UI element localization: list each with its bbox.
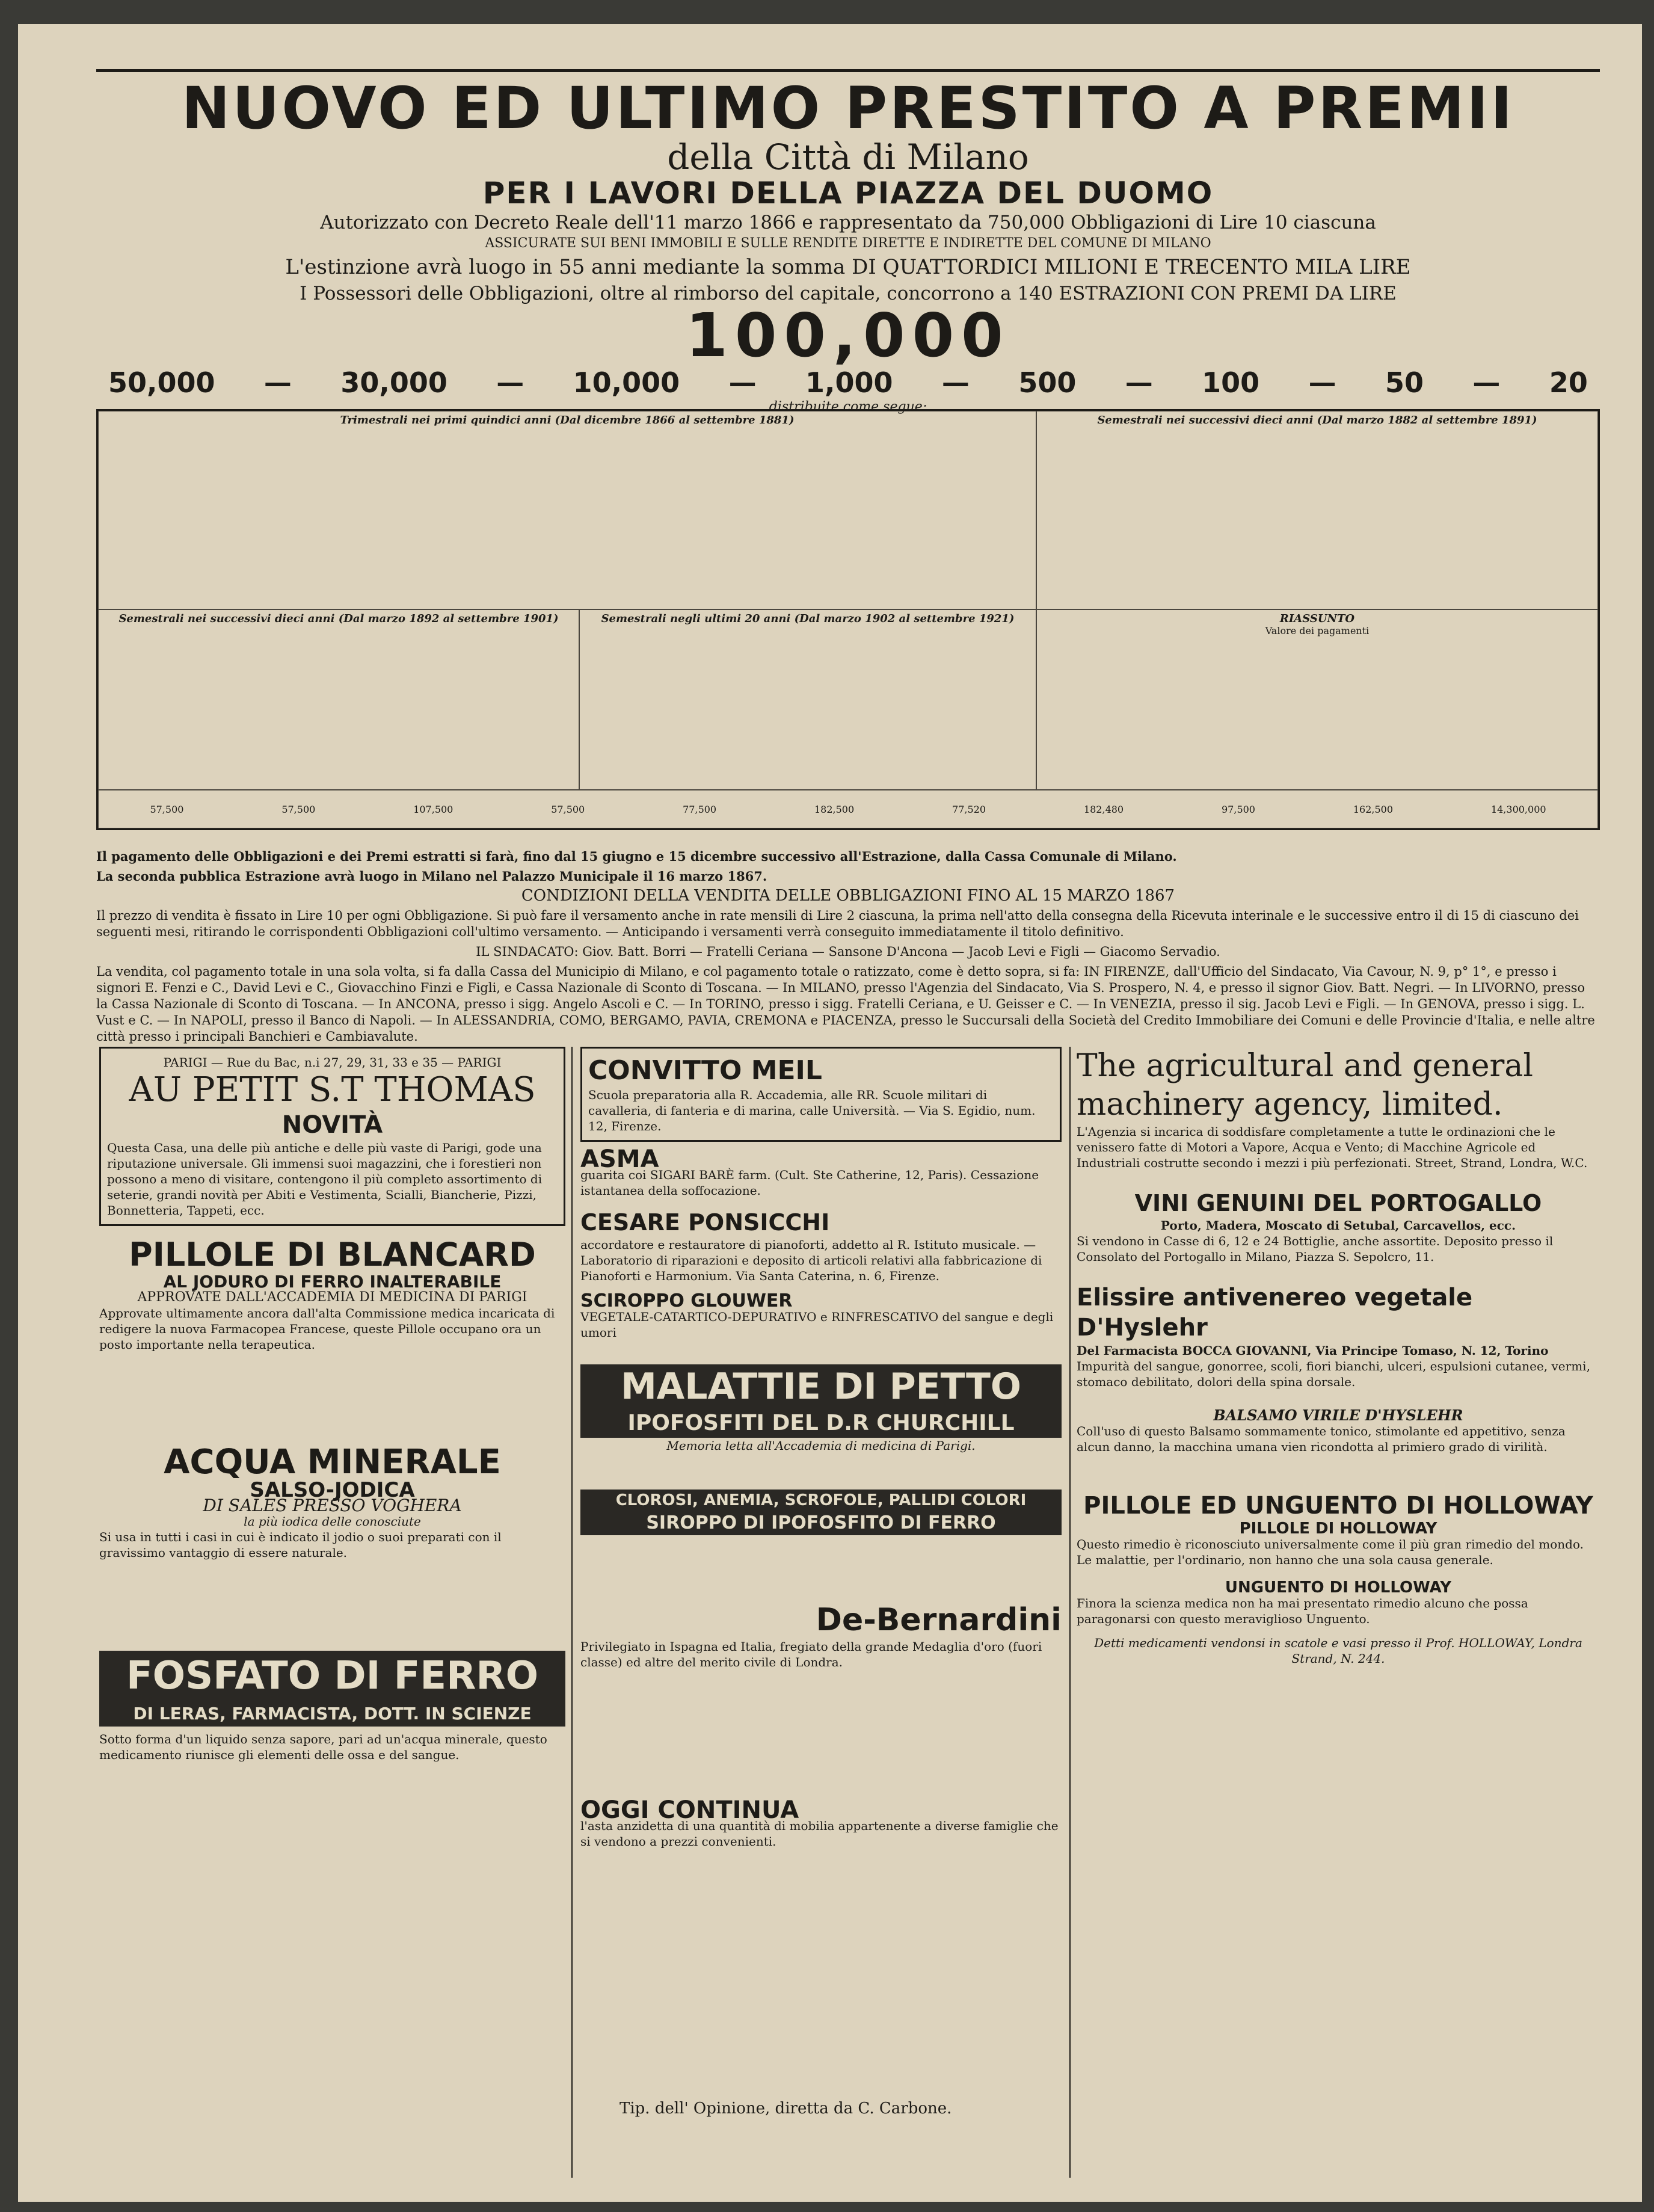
prize-separator: — bbox=[941, 366, 970, 399]
total-cell: 57,500 bbox=[150, 803, 184, 815]
prize-value: 50,000 bbox=[108, 366, 215, 399]
advert-column-right bbox=[1077, 1047, 1600, 2190]
loan-advertisement-header bbox=[96, 69, 1600, 414]
loan-guarantee: ASSICURATE SUI BENI IMMOBILI E SULLE RENDITE DIRETTE E INDIRETTE DEL COMUNE DI MILANO bbox=[485, 236, 1211, 251]
ponsicchi-ad-title: CESARE PONSICCHI bbox=[580, 1209, 830, 1236]
loan-purpose: PER I LAVORI DELLA PIAZZA DEL DUOMO bbox=[482, 176, 1214, 211]
machinery-agency-title: The agricultural and general machinery agency, limited. bbox=[1077, 1048, 1534, 1123]
summary-subheading: Valore dei pagamenti bbox=[1265, 625, 1370, 636]
fosfato-di-ferro-subtitle: DI LERAS, FARMACISTA, DOTT. IN SCIENZE bbox=[99, 1701, 565, 1727]
convitto-meil-body: Scuola preparatoria alla R. Accademia, alle RR. Scuole militari di cavalleria, di fanteria e di marina, calle Università. — Via S. Egidio, num. 12, Firenze. bbox=[588, 1088, 1036, 1133]
prize-value: 10,000 bbox=[573, 366, 680, 399]
elissire-body: Impurità del sangue, gonorree, scoli, fiori bianchi, ulceri, espulsioni cutanee, vermi, stomaco debilitato, dolori della spina dorsale. bbox=[1077, 1359, 1590, 1389]
loan-conditions bbox=[96, 848, 1600, 1049]
acqua-minerale-subtitle: SALSO-JODICA bbox=[250, 1478, 415, 1502]
conditions-title: CONDIZIONI DELLA VENDITA DELLE OBBLIGAZIONI FINO AL 15 MARZO 1867 bbox=[521, 887, 1175, 905]
total-cell: 182,500 bbox=[814, 803, 855, 815]
total-cell: 14,300,000 bbox=[1490, 803, 1546, 815]
prize-value: 1,000 bbox=[805, 366, 893, 399]
acqua-minerale-place: DI SALES PRESSO VOGHERA bbox=[203, 1496, 462, 1515]
holloway-ointment-body: Finora la scienza medica non ha mai presentato rimedio alcuno che possa paragonarsi con questo meraviglioso Unguento. bbox=[1077, 1596, 1528, 1626]
acqua-minerale-title: ACQUA MINERALE bbox=[164, 1443, 501, 1482]
holloway-footnote: Detti medicamenti vendonsi in scatole e vasi presso il Prof. HOLLOWAY, Londra Strand, N. 244. bbox=[1094, 1636, 1582, 1666]
blancard-ad-approval: APPROVATE DALL'ACCADEMIA DI MEDICINA DI PARIGI bbox=[137, 1290, 527, 1305]
prize-separator: — bbox=[1125, 366, 1153, 399]
loan-extinction: L'estinzione avrà luogo in 55 anni mediante la somma DI QUATTORDICI MILIONI E TRECENTO MILA LIRE bbox=[285, 255, 1411, 279]
blancard-ad-title: PILLOLE DI BLANCARD bbox=[129, 1236, 536, 1274]
holloway-pills-body: Questo rimedio è riconosciuto universalmente come il più gran rimedio del mondo. Le malattie, per l'ordinario, non hanno che una sola causa generale. bbox=[1077, 1537, 1584, 1567]
fosfato-di-ferro-body: Sotto forma d'un liquido senza sapore, pari ad un'acqua minerale, questo medicamento riunisce gli elementi delle ossa e del sangue. bbox=[99, 1732, 547, 1762]
loan-authorization: Autorizzato con Decreto Reale dell'11 marzo 1866 e rappresentato da 750,000 Obbligazioni di Lire 10 ciascuna bbox=[320, 212, 1376, 233]
printer-credit: Tip. dell' Opinione, diretta da C. Carbone. bbox=[619, 2100, 952, 2118]
prize-value: 20 bbox=[1549, 366, 1588, 399]
de-bernardini-title: De-Bernardini bbox=[816, 1602, 1062, 1638]
schedule-summary bbox=[1036, 609, 1598, 790]
prize-separator: — bbox=[728, 366, 757, 399]
ad-address: PARIGI — Rue du Bac, n.i 27, 29, 31, 33 e 35 — PARIGI bbox=[163, 1055, 502, 1070]
clorosi-ad-subtitle: SIROPPO DI IPOFOSFITO DI FERRO bbox=[580, 1511, 1062, 1535]
draw-schedule-table bbox=[96, 409, 1600, 830]
period-3-heading: Semestrali nei successivi dieci anni (Dal marzo 1892 al settembre 1901) bbox=[118, 612, 559, 625]
acqua-minerale-body: Si usa in tutti i casi in cui è indicato il jodio o suoi preparati con il gravissimo vantaggio di essere naturale. bbox=[99, 1530, 502, 1560]
total-cell: 107,500 bbox=[413, 803, 453, 815]
prize-list bbox=[96, 366, 1600, 399]
schedule-period-4 bbox=[579, 609, 1036, 790]
blancard-ad-body: Approvate ultimamente ancora dall'alta Commissione medica incaricata di redigere la nuova Farmacopea Francese, queste Pillole occupano ora un posto importante nella terapeutica. bbox=[99, 1306, 555, 1352]
acqua-minerale-tagline: la più iodica delle conosciute bbox=[244, 1514, 421, 1529]
elissire-title: Elissire antivenereo vegetale D'Hyslehr bbox=[1077, 1284, 1473, 1342]
ad-body: Questa Casa, una delle più antiche e delle più vaste di Parigi, gode una riputazione universale. Gli immensi suoi magazzini, che i forestieri non possono a meno di visitare, contengono il più completo assortimento di seterie, grandi novità per Abiti e Vestimenta, Scialli, Biancherie, Pizzi, Bonnetteria, Tappeti, ecc. bbox=[107, 1141, 543, 1218]
clorosi-ad-title: CLOROSI, ANEMIA, SCROFOLE, PALLIDI COLORI bbox=[580, 1490, 1062, 1511]
elissire-subtitle: Del Farmacista BOCCA GIOVANNI, Via Principe Tomaso, N. 12, Torino bbox=[1077, 1343, 1549, 1358]
total-cell: 182,480 bbox=[1083, 803, 1124, 815]
ad-title: AU PETIT S.T THOMAS bbox=[129, 1070, 536, 1109]
au-petit-st-thomas-ad bbox=[99, 1047, 565, 1226]
newspaper-page bbox=[18, 24, 1642, 2202]
malattie-di-petto-subtitle: IPOFOSFITI DEL D.R CHURCHILL bbox=[580, 1409, 1062, 1438]
balsamo-title: BALSAMO VIRILE D'HYSLEHR bbox=[1213, 1406, 1463, 1424]
sale-paragraph: La vendita, col pagamento totale in una sola volta, si fa dalla Cassa del Municipio di Milano, e col pagamento totale o ratizzato, come è detto sopra, si fa: IN FIRENZE, dall'Ufficio del Sindacato, Via Cavour, N. 9, p° 1°, e presso i signori E. Fenzi e C., David Levi e C., Giovacchino Finzi e Figli, e Cassa Nazionale di Sconto di Toscana. — In MILANO, presso l'Agenzia del Sindacato, Via S. Prospero, N. 4, e presso il signor Giov. Batt. Negri. — In LIVORNO, presso la Cassa Nazionale di Sconto di Toscana. — In ANCONA, presso i sigg. Angelo Ascoli e C. — In TORINO, presso i sigg. Fratelli Ceriana, e U. Geisser e C. — In VENEZIA, presso il sig. Jacob Levi e Figli. — In GENOVA, presso i sigg. L. Vust e C. — In NAPOLI, presso il Banco di Napoli. — In ALESSANDRIA, COMO, BERGAMO, PAVIA, CREMONA e PIACENZA, presso le Succursali della Società del Credito Immobiliare dei Comuni e delle Provincie d'Italia, e nelle altre città presso i principali Banchieri e Cambiavalute. bbox=[96, 964, 1595, 1044]
blancard-ad-subtitle: AL JODURO DI FERRO INALTERABILE bbox=[163, 1272, 502, 1292]
syndicate-line: IL SINDACATO: Giov. Batt. Borri — Fratelli Ceriana — Sansone D'Ancona — Jacob Levi e Figli — Giacomo Servadio. bbox=[476, 944, 1220, 959]
distribution-note: distribuite come segue: bbox=[769, 399, 927, 414]
schedule-period-2 bbox=[1036, 411, 1598, 609]
price-paragraph: Il prezzo di vendita è fissato in Lire 10 per ogni Obbligazione. Si può fare il versamento anche in rate mensili di Lire 2 ciascuna, la prima nell'atto della consegna della Ricevuta interinale e le successive entro il di 15 di ciascuno dei seguenti mesi, ritirando le corrispondenti Obbligazioni coll'ultimo versamento. — Anticipando i versamenti verrà conseguito immediatamente il titolo definitivo. bbox=[96, 908, 1579, 939]
total-cell: 77,500 bbox=[683, 803, 717, 815]
loan-subtitle: della Città di Milano bbox=[667, 137, 1029, 177]
loan-holders: I Possessori delle Obbligazioni, oltre al rimborso del capitale, concorrono a 140 ESTRAZIONI CON PREMI DA LIRE bbox=[300, 283, 1397, 304]
prize-value: 500 bbox=[1018, 366, 1077, 399]
total-cell: 97,500 bbox=[1222, 803, 1255, 815]
period-2-heading: Semestrali nei successivi dieci anni (Dal marzo 1882 al settembre 1891) bbox=[1097, 414, 1537, 427]
glouwer-ad-title: SCIROPPO GLOUWER bbox=[580, 1290, 793, 1311]
convitto-meil-ad bbox=[580, 1047, 1062, 1142]
prize-value: 50 bbox=[1385, 366, 1424, 399]
schedule-period-1 bbox=[98, 411, 1036, 609]
ad-subtitle: NOVITÀ bbox=[281, 1111, 383, 1139]
asma-ad-body: guarita coi SIGARI BARÈ farm. (Cult. Ste Catherine, 12, Paris). Cessazione istantanea della soffocazione. bbox=[580, 1168, 1039, 1198]
top-rule bbox=[96, 69, 1600, 72]
machinery-agency-body: L'Agenzia si incarica di soddisfare completamente a tutte le ordinazioni che le venissero fatte di Motori a Vapore, Acqua e Vento; di Macchine Agricole ed Industriali costrutte secondo i mezzi i più perfezionati. Street, Strand, Londra, W.C. bbox=[1077, 1124, 1588, 1170]
vini-portogallo-subtitle: Porto, Madera, Moscato di Setubal, Carcavellos, ecc. bbox=[1160, 1218, 1516, 1233]
second-draw-note: La seconda pubblica Estrazione avrà luogo in Milano nel Palazzo Municipale il 16 marzo 1867. bbox=[96, 869, 767, 884]
fosfato-di-ferro-title: FOSFATO DI FERRO bbox=[99, 1651, 565, 1701]
total-cell: 57,500 bbox=[281, 803, 316, 815]
advert-column-left bbox=[99, 1047, 565, 2190]
prize-separator: — bbox=[1472, 366, 1501, 399]
summary-heading: RIASSUNTO bbox=[1279, 612, 1355, 625]
oggi-continua-title: OGGI CONTINUA bbox=[580, 1796, 799, 1824]
balsamo-body: Coll'uso di questo Balsamo sommamente tonico, stimolante ed appetitivo, senza alcun danno, la macchina umana vien ricondotta al primiero grado di virilità. bbox=[1077, 1424, 1566, 1454]
malattie-di-petto-body: Memoria letta all'Accademia di medicina di Parigi. bbox=[666, 1438, 976, 1453]
prize-value: 30,000 bbox=[340, 366, 447, 399]
advert-column-middle bbox=[580, 1047, 1062, 2190]
vini-portogallo-title: VINI GENUINI DEL PORTOGALLO bbox=[1134, 1190, 1542, 1216]
total-cell: 77,520 bbox=[952, 803, 986, 815]
ponsicchi-ad-body: accordatore e restauratore di pianoforti, addetto al R. Istituto musicale. — Laboratorio di riparazioni e deposito di articoli relativi alla fabbricazione di Pianoforti e Harmonium. Via Santa Caterina, n. 6, Firenze. bbox=[580, 1237, 1042, 1283]
holloway-title: PILLOLE ED UNGUENTO DI HOLLOWAY bbox=[1083, 1492, 1593, 1520]
top-prize: 100,000 bbox=[686, 300, 1010, 371]
payment-note: Il pagamento delle Obbligazioni e dei Premi estratti si farà, fino dal 15 giugno e 15 dicembre successivo all'Estrazione, dalla Cassa Comunale di Milano. bbox=[96, 849, 1177, 864]
column-divider bbox=[1069, 1047, 1071, 2178]
oggi-continua-body: l'asta anzidetta di una quantità di mobilia appartenente a diverse famiglie che si vendono a prezzi convenienti. bbox=[580, 1819, 1059, 1849]
prize-separator: — bbox=[1308, 366, 1336, 399]
holloway-ointment-subtitle: UNGUENTO DI HOLLOWAY bbox=[1225, 1579, 1452, 1597]
glouwer-ad-body: VEGETALE-CATARTICO-DEPURATIVO e RINFRESCATIVO del sangue e degli umori bbox=[580, 1310, 1054, 1340]
period-4-heading: Semestrali negli ultimi 20 anni (Dal marzo 1902 al settembre 1921) bbox=[601, 612, 1015, 625]
column-divider bbox=[571, 1047, 573, 2178]
schedule-totals-row bbox=[98, 790, 1598, 828]
convitto-meil-title: CONVITTO MEIL bbox=[588, 1055, 822, 1086]
total-cell: 162,500 bbox=[1353, 803, 1394, 815]
de-bernardini-body: Privilegiato in Ispagna ed Italia, fregiato della grande Medaglia d'oro (fuori classe) ed altre del merito civile di Londra. bbox=[580, 1639, 1042, 1669]
schedule-period-3 bbox=[98, 609, 579, 790]
holloway-pills-subtitle: PILLOLE DI HOLLOWAY bbox=[1239, 1520, 1437, 1538]
prize-value: 100 bbox=[1202, 366, 1260, 399]
prize-separator: — bbox=[496, 366, 524, 399]
malattie-di-petto-title: MALATTIE DI PETTO bbox=[580, 1364, 1062, 1409]
total-cell: 57,500 bbox=[551, 803, 585, 815]
prize-separator: — bbox=[263, 366, 292, 399]
loan-title: NUOVO ED ULTIMO PRESTITO A PREMII bbox=[182, 75, 1514, 142]
asma-ad-title: ASMA bbox=[580, 1145, 659, 1173]
period-1-heading: Trimestrali nei primi quindici anni (Dal dicembre 1866 al settembre 1881) bbox=[340, 414, 795, 427]
vini-portogallo-body: Si vendono in Casse di 6, 12 e 24 Bottiglie, anche assortite. Deposito presso il Consolato del Portogallo in Milano, Piazza S. Sepolcro, 11. bbox=[1077, 1234, 1554, 1264]
